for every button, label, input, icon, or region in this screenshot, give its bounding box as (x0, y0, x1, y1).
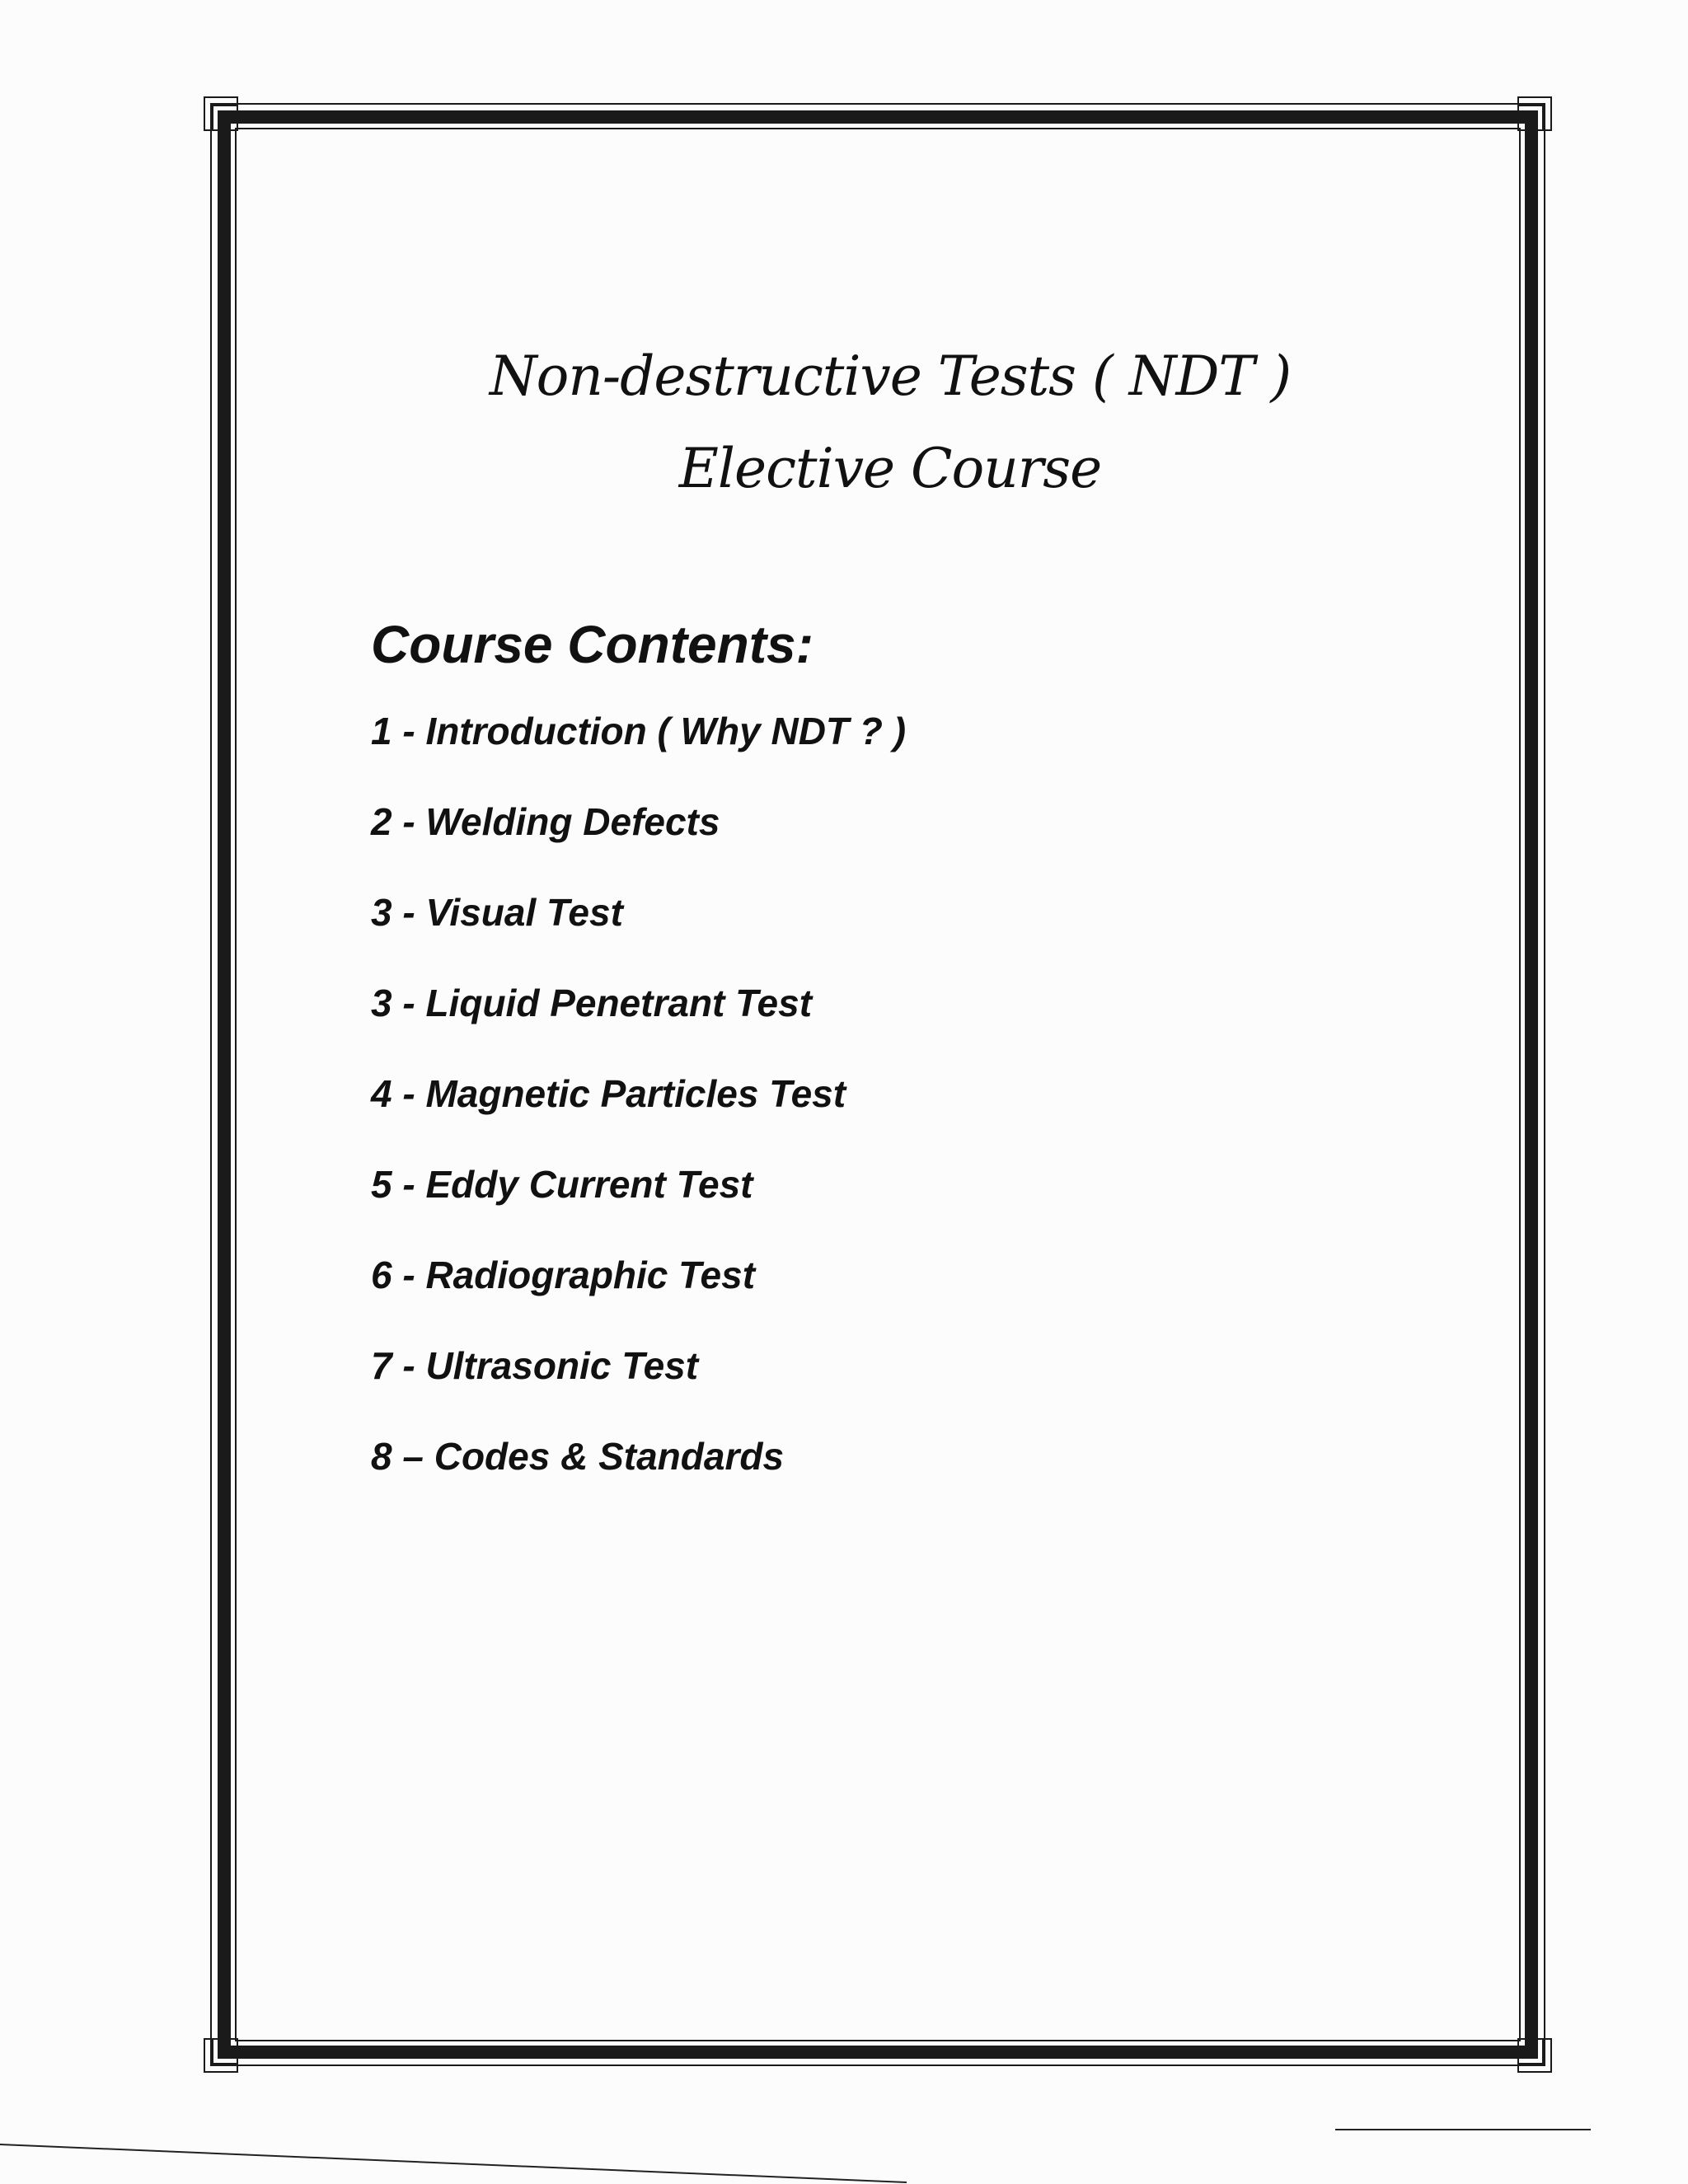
scan-artifact-line (1335, 2129, 1591, 2130)
contents-heading: Course Contents: (371, 615, 814, 674)
list-item: 4 - Magnetic Particles Test (371, 1072, 846, 1115)
list-item: 8 – Codes & Standards (371, 1435, 785, 1478)
list-item: 3 - Liquid Penetrant Test (371, 982, 813, 1024)
list-item: 5 - Eddy Current Test (371, 1163, 753, 1206)
list-item: 1 - Introduction ( Why NDT ? ) (371, 710, 907, 752)
scan-artifact-diagonal (0, 2143, 907, 2184)
document-title: Non-destructive Tests ( NDT ) (489, 344, 1292, 408)
list-item: 3 - Visual Test (371, 891, 623, 934)
list-item: 2 - Welding Defects (371, 800, 720, 843)
list-item: 7 - Ultrasonic Test (371, 1344, 699, 1387)
list-item: 6 - Radiographic Test (371, 1254, 756, 1296)
document-subtitle: Elective Course (678, 437, 1102, 500)
contents-list (371, 709, 906, 1525)
